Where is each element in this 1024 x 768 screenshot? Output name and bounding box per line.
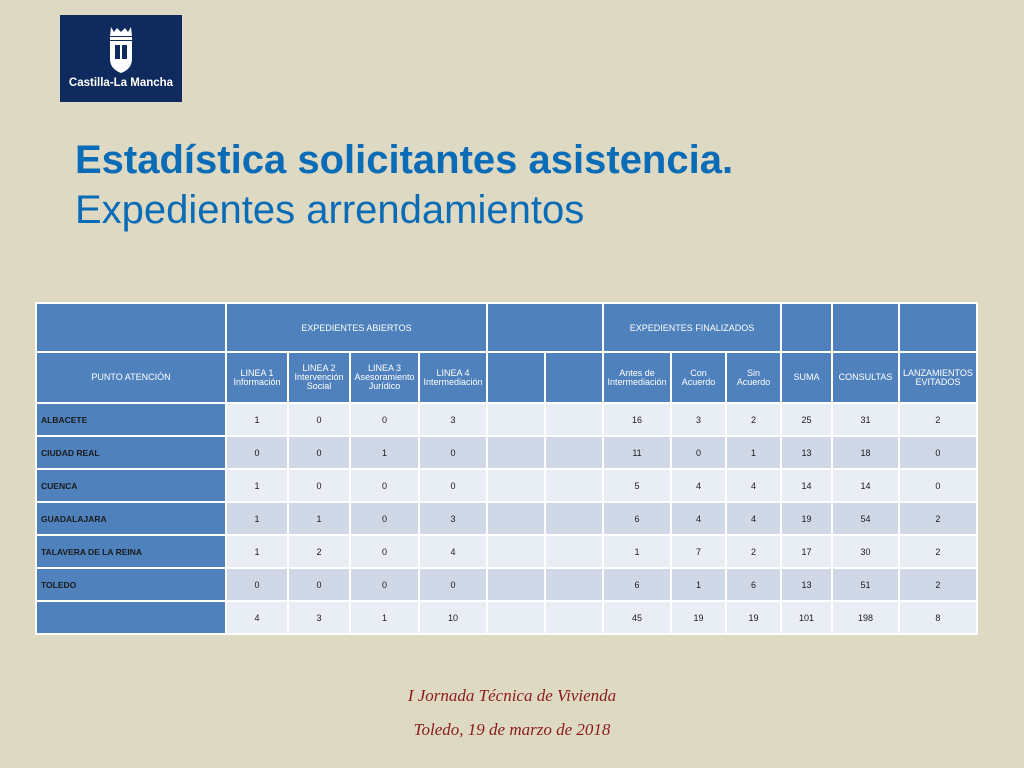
table-row xyxy=(36,502,977,535)
table-cell: 19 xyxy=(781,502,832,535)
column-header-linea-1: LINEA 1 Información xyxy=(226,352,288,403)
table-cell: 2 xyxy=(726,535,781,568)
table-cell: 4 xyxy=(726,469,781,502)
row-label: ALBACETE xyxy=(36,403,226,436)
table-cell: 45 xyxy=(603,601,671,634)
table-cell: 2 xyxy=(726,403,781,436)
table-cell: 101 xyxy=(781,601,832,634)
table-cell xyxy=(487,535,545,568)
column-header-linea-2: LINEA 2 Intervención Social xyxy=(288,352,350,403)
title-line-1: Estadística solicitantes asistencia. xyxy=(75,138,734,182)
table-cell: 3 xyxy=(288,601,350,634)
logo-text: Castilla-La Mancha xyxy=(68,77,174,89)
column-header-antes-intermediacion: Antes de Intermediación xyxy=(603,352,671,403)
column-header-blank-1 xyxy=(487,352,545,403)
table-cell: 18 xyxy=(832,436,899,469)
table-cell: 4 xyxy=(671,502,726,535)
footer-date: Toledo, 19 de marzo de 2018 xyxy=(413,720,611,739)
row-label: TOLEDO xyxy=(36,568,226,601)
group-header-abiertos: EXPEDIENTES ABIERTOS xyxy=(226,303,487,352)
table-cell: 0 xyxy=(350,469,419,502)
table-row xyxy=(36,469,977,502)
group-header-empty xyxy=(832,303,899,352)
table-cell xyxy=(487,502,545,535)
table-cell: 19 xyxy=(726,601,781,634)
table-cell: 14 xyxy=(781,469,832,502)
table-cell xyxy=(487,601,545,634)
column-header-linea-4: LINEA 4 Intermediación xyxy=(419,352,487,403)
table-cell: 0 xyxy=(288,469,350,502)
table-cell: 0 xyxy=(288,568,350,601)
table-cell: 0 xyxy=(899,436,977,469)
table-cell: 0 xyxy=(226,436,288,469)
group-header-row xyxy=(36,303,977,352)
table-cell: 54 xyxy=(832,502,899,535)
table-cell: 0 xyxy=(350,403,419,436)
table-cell: 0 xyxy=(419,436,487,469)
table-cell: 0 xyxy=(899,469,977,502)
group-header-empty xyxy=(36,303,226,352)
table-cell: 1 xyxy=(350,601,419,634)
table-cell: 6 xyxy=(726,568,781,601)
row-label: CUENCA xyxy=(36,469,226,502)
table-cell xyxy=(487,568,545,601)
table-cell: 1 xyxy=(726,436,781,469)
table-cell: 2 xyxy=(899,568,977,601)
table-row xyxy=(36,601,977,634)
table-cell: 1 xyxy=(603,535,671,568)
table-cell: 51 xyxy=(832,568,899,601)
table-cell xyxy=(545,601,603,634)
table-cell: 7 xyxy=(671,535,726,568)
column-header-con-acuerdo: Con Acuerdo xyxy=(671,352,726,403)
footer-event: I Jornada Técnica de Vivienda xyxy=(407,686,617,705)
group-header-empty xyxy=(487,303,603,352)
table-cell xyxy=(545,568,603,601)
table-cell: 1 xyxy=(226,502,288,535)
table-cell: 17 xyxy=(781,535,832,568)
table-cell: 4 xyxy=(226,601,288,634)
table-cell: 0 xyxy=(350,502,419,535)
column-header-suma: SUMA xyxy=(781,352,832,403)
table-cell: 5 xyxy=(603,469,671,502)
table-cell: 13 xyxy=(781,568,832,601)
table-cell: 3 xyxy=(419,502,487,535)
row-label: TALAVERA DE LA REINA xyxy=(36,535,226,568)
table-cell: 4 xyxy=(671,469,726,502)
table-cell: 2 xyxy=(899,502,977,535)
table-cell xyxy=(545,469,603,502)
table-cell: 0 xyxy=(350,535,419,568)
table-cell: 0 xyxy=(419,568,487,601)
table-cell: 25 xyxy=(781,403,832,436)
table-cell: 1 xyxy=(226,403,288,436)
table-cell: 13 xyxy=(781,436,832,469)
table-cell: 0 xyxy=(671,436,726,469)
castilla-la-mancha-logo xyxy=(60,15,182,102)
column-header-consultas: CONSULTAS xyxy=(832,352,899,403)
table-cell: 0 xyxy=(288,403,350,436)
table-cell: 1 xyxy=(288,502,350,535)
table-cell: 31 xyxy=(832,403,899,436)
row-label: CIUDAD REAL xyxy=(36,436,226,469)
table-cell: 0 xyxy=(350,568,419,601)
table-cell: 1 xyxy=(226,469,288,502)
table-cell: 1 xyxy=(226,535,288,568)
table-cell: 6 xyxy=(603,502,671,535)
table-cell: 16 xyxy=(603,403,671,436)
table-cell: 1 xyxy=(671,568,726,601)
column-header-blank-2 xyxy=(545,352,603,403)
table-cell xyxy=(487,469,545,502)
table-cell xyxy=(545,403,603,436)
row-label xyxy=(36,601,226,634)
table-cell: 2 xyxy=(899,403,977,436)
table-row xyxy=(36,568,977,601)
table-row xyxy=(36,403,977,436)
column-header-lanzamientos-evitados: LANZAMIENTOS EVITADOS xyxy=(899,352,977,403)
table-row xyxy=(36,535,977,568)
table-cell: 1 xyxy=(350,436,419,469)
group-header-empty xyxy=(899,303,977,352)
table-cell: 11 xyxy=(603,436,671,469)
table-cell: 2 xyxy=(288,535,350,568)
stats-table xyxy=(35,302,978,635)
column-header-linea-3: LINEA 3 Asesoramiento Jurídico xyxy=(350,352,419,403)
group-header-empty xyxy=(781,303,832,352)
table-cell: 30 xyxy=(832,535,899,568)
table-cell xyxy=(487,403,545,436)
table-cell: 0 xyxy=(419,469,487,502)
column-header-row xyxy=(36,352,977,403)
table-cell: 4 xyxy=(726,502,781,535)
table-cell: 19 xyxy=(671,601,726,634)
table-cell: 4 xyxy=(419,535,487,568)
row-label: GUADALAJARA xyxy=(36,502,226,535)
table-cell: 3 xyxy=(419,403,487,436)
coat-of-arms-icon xyxy=(107,27,135,75)
table-cell: 14 xyxy=(832,469,899,502)
title-line-2: Expedientes arrendamientos xyxy=(75,188,585,232)
table-cell: 6 xyxy=(603,568,671,601)
table-cell: 198 xyxy=(832,601,899,634)
column-header-sin-acuerdo: Sin Acuerdo xyxy=(726,352,781,403)
table-cell: 3 xyxy=(671,403,726,436)
table-cell: 8 xyxy=(899,601,977,634)
table-cell xyxy=(545,535,603,568)
column-header-punto-atencion: PUNTO ATENCIÓN xyxy=(36,352,226,403)
table-cell xyxy=(545,502,603,535)
table-cell: 10 xyxy=(419,601,487,634)
table-row xyxy=(36,436,977,469)
slide-title xyxy=(75,135,733,235)
table-cell: 0 xyxy=(226,568,288,601)
table-cell: 2 xyxy=(899,535,977,568)
table-cell: 0 xyxy=(288,436,350,469)
group-header-finalizados: EXPEDIENTES FINALIZADOS xyxy=(603,303,781,352)
table-cell xyxy=(487,436,545,469)
table-cell xyxy=(545,436,603,469)
